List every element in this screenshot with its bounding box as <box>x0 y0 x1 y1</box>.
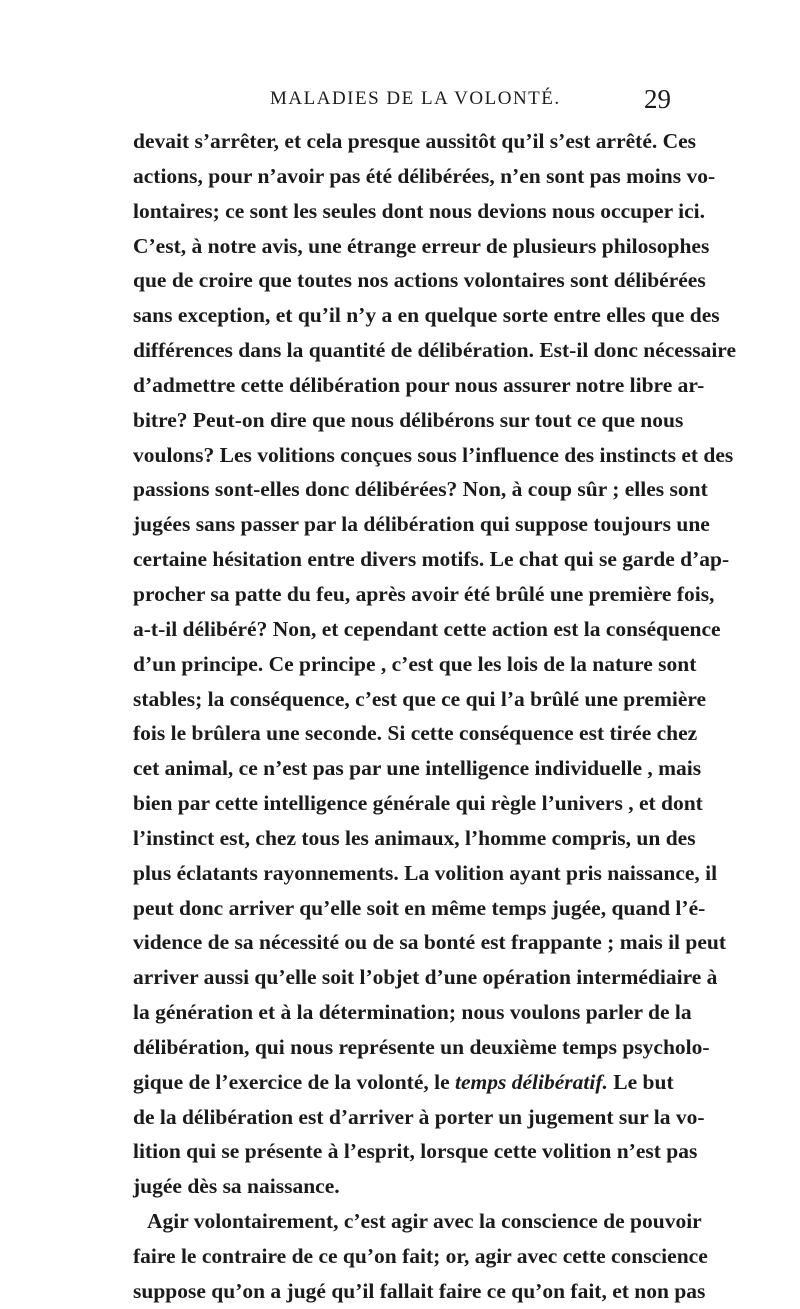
text-line: arriver aussi qu’elle soit l’objet d’une opération intermédiaire à <box>133 965 718 990</box>
text-line: différences dans la quantité de délibération. Est-il donc nécessaire <box>133 338 736 363</box>
text-line: voulons? Les volitions conçues sous l’influence des instincts et des <box>133 442 734 467</box>
running-title: MALADIES DE LA VOLONTÉ. <box>270 88 561 109</box>
text-line: jugée dès sa naissance. <box>133 1174 340 1199</box>
text-line: plus éclatants rayonnements. La volition ayant pris naissance, il <box>133 860 718 885</box>
text-line: que de croire que toutes nos actions volontaires sont délibérées <box>133 268 706 293</box>
text-segment: Le but <box>607 1069 674 1094</box>
text-line: lition qui se présente à l’esprit, lorsque cette volition n’est pas <box>133 1139 698 1164</box>
text-line: délibération, qui nous représente un deuxième temps psycholo- <box>133 1034 710 1059</box>
body-text <box>133 124 736 1309</box>
text-line: stables; la conséquence, c’est que ce qui l’a brûlé une première <box>133 686 707 711</box>
text-line: actions, pour n’avoir pas été délibérées, n’en sont pas moins vo- <box>133 163 716 188</box>
text-line: d’admettre cette délibération pour nous assurer notre libre ar- <box>133 372 705 397</box>
page-number: 29 <box>644 84 671 114</box>
running-head <box>133 84 671 118</box>
text-line: certaine hésitation entre divers motifs. Le chat qui se garde d’ap- <box>133 547 730 572</box>
text-line: lontaires; ce sont les seules dont nous devions nous occuper ici. <box>133 198 705 223</box>
text-segment: gique de l’exercice de la volonté, le <box>133 1069 456 1094</box>
text-line: passions sont-elles donc délibérées? Non, à coup sûr ; elles sont <box>133 477 708 502</box>
text-line: Agir volontairement, c’est agir avec la conscience de pouvoir <box>147 1209 702 1234</box>
text-line-with-italic <box>133 1065 674 1100</box>
text-line: fois le brûlera une seconde. Si cette conséquence est tirée chez <box>133 721 698 746</box>
text-line: d’un principe. Ce principe , c’est que les lois de la nature sont <box>133 651 697 676</box>
text-line: devait s’arrêter, et cela presque aussitôt qu’il s’est arrêté. Ces <box>133 129 697 153</box>
text-line: procher sa patte du feu, après avoir été brûlé une première fois, <box>133 581 715 606</box>
text-line: la génération et à la détermination; nous voulons parler de la <box>133 1000 692 1025</box>
text-line: faire le contraire de ce qu’on fait; or, agir avec cette conscience <box>133 1244 708 1268</box>
text-line: jugées sans passer par la délibération qui suppose toujours une <box>133 512 710 537</box>
italic-term: temps délibératif. <box>455 1069 608 1094</box>
text-line: de la délibération est d’arriver à porter un jugement sur la vo- <box>133 1104 705 1129</box>
text-line: bitre? Peut-on dire que nous délibérons sur tout ce que nous <box>133 407 684 432</box>
paragraph-1 <box>133 124 736 1204</box>
text-line: peut donc arriver qu’elle soit en même temps jugée, quand l’é- <box>133 895 706 920</box>
text-line: sans exception, et qu’il n’y a en quelque sorte entre elles que des <box>133 303 720 328</box>
text-line: a-t-il délibéré? Non, et cependant cette action est la conséquence <box>133 616 721 641</box>
text-line: C’est, à notre avis, une étrange erreur de plusieurs philosophes <box>133 233 710 258</box>
paragraph-2 <box>133 1204 708 1309</box>
text-line: bien par cette intelligence générale qui règle l’univers , et dont <box>133 791 703 816</box>
text-line: cet animal, ce n’est pas par une intelligence individuelle , mais <box>133 756 702 781</box>
text-line: vidence de sa nécessité ou de sa bonté est frappante ; mais il peut <box>133 930 727 955</box>
text-line: suppose qu’on a jugé qu’il fallait faire ce qu’on fait, et non pas <box>133 1278 706 1303</box>
text-line: l’instinct est, chez tous les animaux, l’homme compris, un des <box>133 825 696 850</box>
